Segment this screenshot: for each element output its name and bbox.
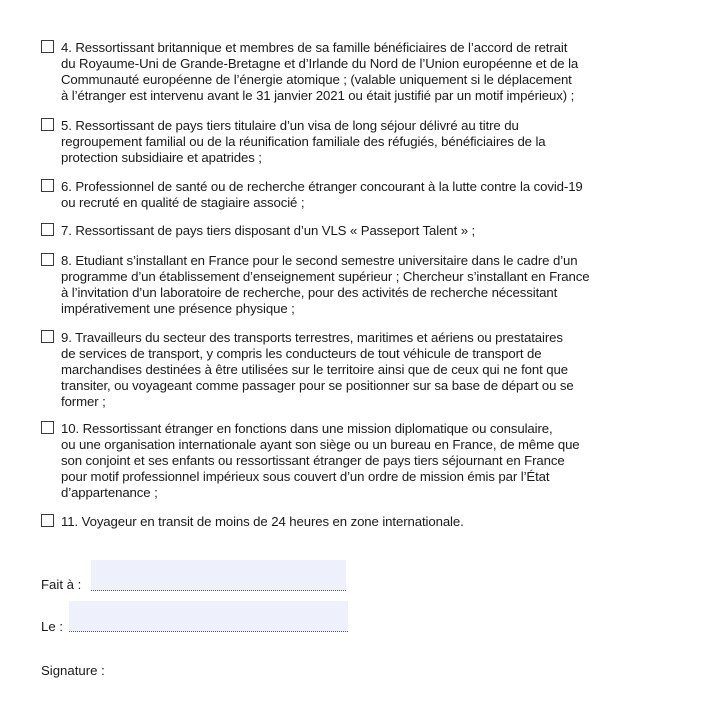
item-8-line: programme d’un établissement d’enseignement supérieur ; Chercheur s’installant en France [61,269,590,284]
checkbox-item-11 [41,514,681,530]
checkbox-10[interactable] [41,421,54,434]
checkbox-4[interactable] [41,40,54,53]
checkbox-item-5 [41,118,681,166]
checkbox-item-7 [41,223,681,239]
checkbox-11[interactable] [41,514,54,527]
item-10-text [61,421,681,501]
item-4-text [61,40,681,104]
item-9-line: marchandises destinées à être utilisées sur le territoire ainsi que de ceux qui ne font que [61,362,568,377]
item-6-text [61,179,681,211]
item-8-line: à l’invitation d’un laboratoire de recherche, pour des activités de recherche nécessitant [61,285,558,300]
item-9-line: 9. Travailleurs du secteur des transports terrestres, maritimes et aériens ou prestataires [61,330,563,345]
checkbox-item-10 [41,421,681,501]
checkbox-item-4 [41,40,681,104]
item-5-line: protection subsidiaire et apatrides ; [61,150,262,165]
item-7-line: 7. Ressortissant de pays tiers disposant d’un VLS « Passeport Talent » ; [61,223,476,238]
le-label: Le : [41,619,63,634]
checkbox-item-9 [41,330,681,410]
item-11-text [61,514,681,530]
item-5-line: 5. Ressortissant de pays tiers titulaire d’un visa de long séjour délivré au titre du [61,118,519,133]
item-8-line: 8. Etudiant s’installant en France pour le second semestre universitaire dans le cadre d’un [61,253,578,268]
signature-label: Signature : [41,663,105,678]
fait-label: Fait à : [41,577,82,592]
item-4-line: du Royaume-Uni de Grande-Bretagne et d’Irlande du Nord de l’Union européenne et de la [61,56,579,71]
item-6-line: ou recruté en qualité de stagiaire associé ; [61,195,305,210]
item-8-line: impérativement une présence physique ; [61,301,295,316]
item-7-text [61,223,681,239]
item-5-line: regroupement familial ou de la réunification familiale des réfugiés, bénéficiaires de la [61,134,546,149]
item-10-line: ou une organisation internationale ayant son siège ou un bureau en France, de même que [61,437,580,452]
item-10-line: 10. Ressortissant étranger en fonctions dans une mission diplomatique ou consulaire, [61,421,553,436]
item-4-line: 4. Ressortissant britannique et membres de sa famille bénéficiaires de l’accord de retrait [61,40,568,55]
item-11-line: 11. Voyageur en transit de moins de 24 heures en zone internationale. [61,514,464,529]
item-9-line: former ; [61,394,106,409]
checkbox-item-8 [41,253,681,317]
item-10-line: son conjoint et ses enfants ou ressortissant étranger de pays tiers séjournant en France [61,453,565,468]
item-4-line: Communauté européenne de l’énergie atomique ; (valable uniquement si le déplacement [61,72,572,87]
item-9-line: de services de transport, y compris les conducteurs de tout véhicule de transport de [61,346,542,361]
checkbox-item-6 [41,179,681,211]
item-8-text [61,253,681,317]
item-10-line: d’appartenance ; [61,485,158,500]
checkbox-9[interactable] [41,330,54,343]
checkbox-8[interactable] [41,253,54,266]
item-9-line: transiter, ou voyageant comme passager pour se positionner sur sa base de départ ou se [61,378,574,393]
item-10-line: pour motif professionnel impérieux sous couvert d’un ordre de mission émis par l’État [61,469,550,484]
item-4-line: à l’étranger est intervenu avant le 31 janvier 2021 ou était justifié par un motif impérieux) ; [61,88,575,103]
fait-input[interactable] [91,560,346,591]
checkbox-6[interactable] [41,179,54,192]
checkbox-7[interactable] [41,223,54,236]
item-6-line: 6. Professionnel de santé ou de recherche étranger concourant à la lutte contre la covid-19 [61,179,583,194]
item-5-text [61,118,681,166]
checkbox-5[interactable] [41,118,54,131]
le-input[interactable] [69,601,348,632]
item-9-text [61,330,681,410]
